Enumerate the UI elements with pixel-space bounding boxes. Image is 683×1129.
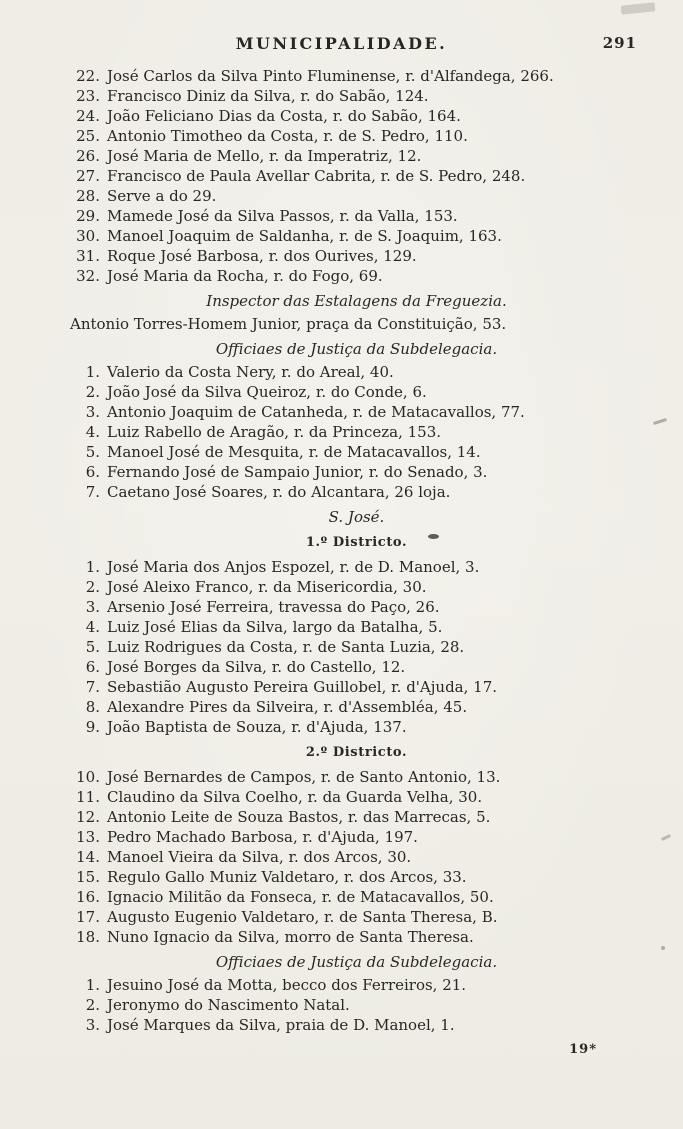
item-text: José Maria de Mello, r. da Imperatriz, 12.	[107, 147, 422, 165]
list-item	[70, 807, 643, 827]
item-text: José Marques da Silva, praia de D. Manoel, 1.	[107, 1016, 455, 1034]
item-text: Nuno Ignacio da Silva, morro de Santa Theresa.	[107, 928, 474, 946]
list-item	[70, 637, 643, 657]
list-item	[70, 86, 643, 106]
item-number: 13.	[76, 828, 100, 846]
item-number: 32.	[76, 267, 100, 285]
item-text: José Carlos da Silva Pinto Fluminense, r. d'Alfandega, 266.	[107, 67, 554, 85]
item-text: Luiz Rodrigues da Costa, r. de Santa Luzia, 28.	[107, 638, 465, 656]
running-title: MUNICIPALIDADE.	[235, 34, 448, 53]
list-item	[70, 557, 643, 577]
list-item	[70, 206, 643, 226]
item-number: 5.	[85, 638, 100, 656]
list-item	[70, 226, 643, 246]
item-number: 15.	[76, 868, 100, 886]
list-item	[70, 787, 643, 807]
list-item	[70, 577, 643, 597]
item-text: Fernando José de Sampaio Junior, r. do Senado, 3.	[107, 463, 488, 481]
item-number: 3.	[85, 598, 100, 616]
item-text: Claudino da Silva Coelho, r. da Guarda Velha, 30.	[107, 788, 483, 806]
list-item	[70, 657, 643, 677]
document-content	[70, 66, 643, 1035]
list-item	[70, 402, 643, 422]
item-text: Antonio Joaquim de Catanheda, r. de Matacavallos, 77.	[107, 403, 525, 421]
item-number: 16.	[76, 888, 100, 906]
item-text: Luiz Rabello de Aragão, r. da Princeza, 153.	[107, 423, 441, 441]
item-text: Luiz José Elias da Silva, largo da Batalha, 5.	[107, 618, 443, 636]
item-number: 17.	[76, 908, 100, 926]
list-item	[70, 617, 643, 637]
list-item	[70, 362, 643, 382]
item-text: José Maria da Rocha, r. do Fogo, 69.	[107, 267, 383, 285]
list-item	[70, 887, 643, 907]
list-item	[70, 482, 643, 502]
item-number: 11.	[76, 788, 100, 806]
item-number: 10.	[76, 768, 100, 786]
item-number: 31.	[76, 247, 100, 265]
item-number: 30.	[76, 227, 100, 245]
item-text: João José da Silva Queiroz, r. do Conde, 6.	[107, 383, 427, 401]
item-text: Sebastião Augusto Pereira Guillobel, r. d'Ajuda, 17.	[107, 678, 498, 696]
item-text: Francisco Diniz da Silva, r. do Sabão, 124.	[107, 87, 429, 105]
item-number: 23.	[76, 87, 100, 105]
list-item	[70, 767, 643, 787]
section-heading: S. José.	[328, 508, 385, 526]
list-item	[70, 1015, 643, 1035]
item-text: Manoel Joaquim de Saldanha, r. de S. Joaquim, 163.	[107, 227, 502, 245]
item-number: 8.	[85, 698, 100, 716]
list-item	[70, 975, 643, 995]
item-number: 18.	[76, 928, 100, 946]
item-text: José Aleixo Franco, r. da Misericordia, 30.	[107, 578, 427, 596]
list-item	[70, 66, 643, 86]
item-text: Regulo Gallo Muniz Valdetaro, r. dos Arcos, 33.	[107, 868, 467, 886]
list-item	[70, 827, 643, 847]
item-number: 2.	[85, 383, 100, 401]
item-text: Antonio Leite de Souza Bastos, r. das Marrecas, 5.	[107, 808, 491, 826]
item-number: 14.	[76, 848, 100, 866]
item-number: 9.	[85, 718, 100, 736]
scan-mark	[653, 418, 667, 425]
item-number: 7.	[85, 678, 100, 696]
item-number: 3.	[85, 1016, 100, 1034]
list-item	[70, 422, 643, 442]
item-text: João Baptista de Souza, r. d'Ajuda, 137.	[107, 718, 407, 736]
item-number: 5.	[85, 443, 100, 461]
list-item	[70, 166, 643, 186]
list-item	[70, 867, 643, 887]
item-number: 27.	[76, 167, 100, 185]
section-heading: Officiaes de Justiça da Subdelegacia.	[215, 953, 498, 971]
signature-mark: 19*	[569, 1042, 597, 1057]
item-text: Jeronymo do Nascimento Natal.	[107, 996, 350, 1014]
item-text: Manoel José de Mesquita, r. de Matacavallos, 14.	[107, 443, 481, 461]
district-heading: 2.º Districto.	[305, 745, 408, 760]
item-text: José Maria dos Anjos Espozel, r. de D. Manoel, 3.	[107, 558, 480, 576]
item-number: 1.	[85, 363, 100, 381]
item-text: José Borges da Silva, r. do Castello, 12.	[107, 658, 406, 676]
section-heading: Officiaes de Justiça da Subdelegacia.	[215, 340, 498, 358]
page-number: 291	[602, 34, 637, 52]
list-item	[70, 382, 643, 402]
item-text: Roque José Barbosa, r. dos Ourives, 129.	[107, 247, 417, 265]
item-text: Serve a do 29.	[107, 187, 217, 205]
item-text: Valerio da Costa Nery, r. do Areal, 40.	[107, 363, 394, 381]
paragraph: Antonio Torres-Homem Junior, praça da Constituição, 53.	[70, 315, 507, 333]
item-text: Francisco de Paula Avellar Cabrita, r. de S. Pedro, 248.	[107, 167, 526, 185]
item-number: 24.	[76, 107, 100, 125]
list-item	[70, 462, 643, 482]
item-text: Mamede José da Silva Passos, r. da Valla, 153.	[107, 207, 458, 225]
item-number: 29.	[76, 207, 100, 225]
item-text: Manoel Vieira da Silva, r. dos Arcos, 30.	[107, 848, 412, 866]
list-item	[70, 907, 643, 927]
item-text: Jesuino José da Motta, becco dos Ferreiros, 21.	[107, 976, 467, 994]
list-item	[70, 246, 643, 266]
item-text: Alexandre Pires da Silveira, r. d'Assembléa, 45.	[107, 698, 468, 716]
item-text: Ignacio Militão da Fonseca, r. de Matacavallos, 50.	[107, 888, 494, 906]
section-heading: Inspector das Estalagens da Freguezia.	[206, 292, 507, 310]
list-item	[70, 847, 643, 867]
list-item	[70, 597, 643, 617]
item-number: 7.	[85, 483, 100, 501]
item-number: 1.	[85, 558, 100, 576]
list-item	[70, 995, 643, 1015]
list-item	[70, 717, 643, 737]
item-number: 26.	[76, 147, 100, 165]
list-item	[70, 186, 643, 206]
page-header	[0, 0, 683, 56]
item-text: Arsenio José Ferreira, travessa do Paço, 26.	[107, 598, 440, 616]
item-number: 6.	[85, 463, 100, 481]
item-number: 4.	[85, 423, 100, 441]
scan-mark	[661, 834, 671, 841]
list-item	[70, 927, 643, 947]
item-number: 2.	[85, 578, 100, 596]
item-number: 4.	[85, 618, 100, 636]
item-number: 1.	[85, 976, 100, 994]
item-number: 12.	[76, 808, 100, 826]
list-item	[70, 677, 643, 697]
list-item	[70, 266, 643, 286]
item-number: 28.	[76, 187, 100, 205]
item-number: 25.	[76, 127, 100, 145]
item-number: 3.	[85, 403, 100, 421]
list-item	[70, 146, 643, 166]
item-text: Pedro Machado Barbosa, r. d'Ajuda, 197.	[107, 828, 418, 846]
item-text: Caetano José Soares, r. do Alcantara, 26 loja.	[107, 483, 451, 501]
item-text: José Bernardes de Campos, r. de Santo Antonio, 13.	[107, 768, 501, 786]
item-text: Antonio Timotheo da Costa, r. de S. Pedro, 110.	[107, 127, 468, 145]
ink-blot	[428, 534, 439, 539]
scan-speck	[661, 946, 665, 950]
list-item	[70, 106, 643, 126]
district-heading: 1.º Districto.	[305, 535, 408, 550]
item-text: João Feliciano Dias da Costa, r. do Sabão, 164.	[107, 107, 461, 125]
list-item	[70, 442, 643, 462]
item-number: 6.	[85, 658, 100, 676]
list-item	[70, 126, 643, 146]
item-number: 2.	[85, 996, 100, 1014]
list-item	[70, 697, 643, 717]
item-text: Augusto Eugenio Valdetaro, r. de Santa Theresa, B.	[107, 908, 498, 926]
item-number: 22.	[76, 67, 100, 85]
